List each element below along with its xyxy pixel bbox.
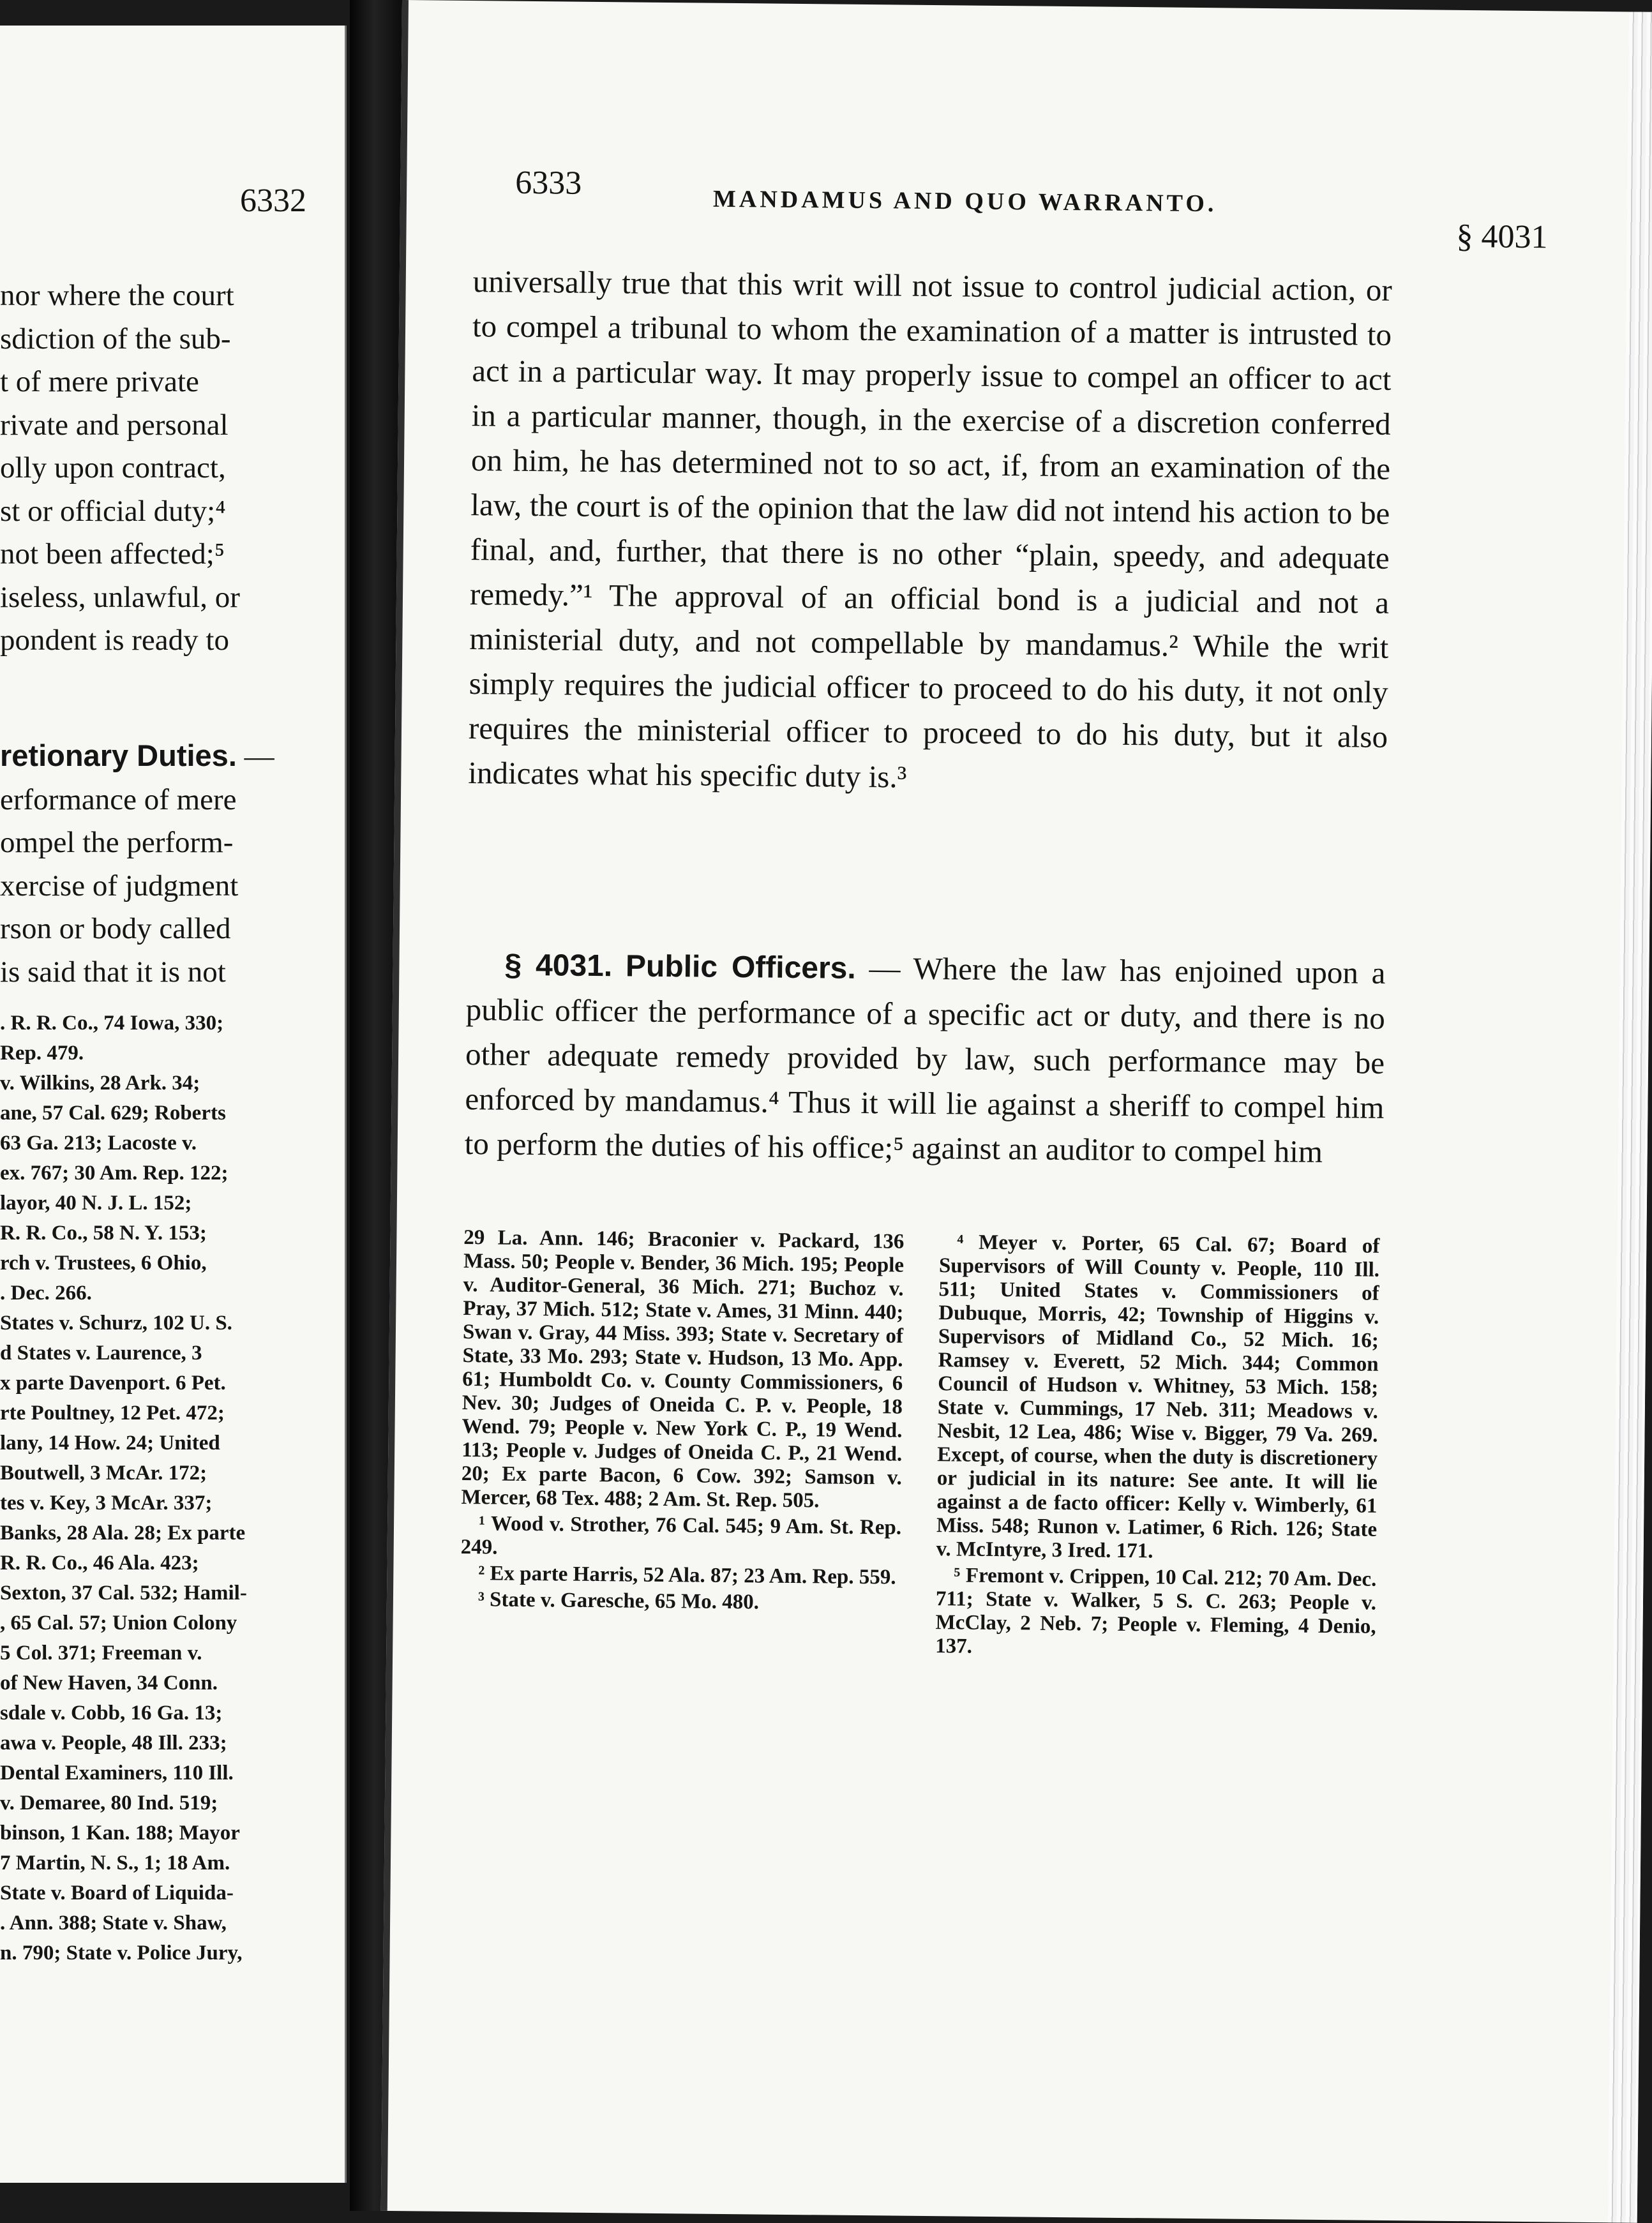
left-footnote-line: rch v. Trustees, 6 Ohio, — [0, 1252, 207, 1275]
left-line: t of mere private — [0, 365, 199, 398]
left-footnote-line: . R. R. Co., 74 Iowa, 330; — [0, 1012, 224, 1035]
left-section-heading — [0, 734, 306, 994]
left-page-number: 6332 — [240, 183, 306, 219]
left-footnote-line: State v. Board of Liquida- — [0, 1882, 234, 1905]
left-line: ompel the perform- — [0, 826, 234, 859]
left-line: st or official duty;⁴ — [0, 494, 226, 528]
left-footnote-line: v. Wilkins, 28 Ark. 34; — [0, 1072, 200, 1095]
left-line: iseless, unlawful, or — [0, 580, 240, 614]
left-footnote-line: Sexton, 37 Cal. 532; Hamil- — [0, 1582, 247, 1605]
left-footnote-line: Rep. 479. — [0, 1042, 84, 1065]
section-number: § 4031. — [504, 948, 613, 984]
left-footnote-line: tes v. Key, 3 McAr. 337; — [0, 1492, 213, 1515]
left-footnote-line: lany, 14 How. 24; United — [0, 1432, 220, 1455]
section-header: § 4031 — [1456, 218, 1548, 256]
running-title: MANDAMUS AND QUO WARRANTO. — [712, 185, 1217, 218]
left-footnote-line: of New Haven, 34 Conn. — [0, 1672, 218, 1695]
left-footnote-line: x parte Davenport. 6 Pet. — [0, 1372, 226, 1395]
left-heading-title: retionary Duties. — [0, 738, 237, 772]
section-text: — Where the law has enjoined upon a public officer the performance of a specific act or duty, and there is no other adequate remedy provided by law, such performance may be enforced by mandamus.⁴ Thus it will lie against a sheriff to compel him to perform the duties of his office;⁵ against an auditor to compel him — [464, 950, 1386, 1169]
footnotes-right-column — [935, 1231, 1379, 1665]
left-line: erformance of mere — [0, 782, 237, 816]
left-footnote-line: . Ann. 388; State v. Shaw, — [0, 1912, 227, 1935]
left-footnote-line: 63 Ga. 213; Lacoste v. — [0, 1132, 197, 1155]
left-line: rivate and personal — [0, 408, 229, 442]
footnote: 29 La. Ann. 146; Braconier v. Packard, 136 Mass. 50; People v. Bender, 36 Mich. 195; People v. Auditor-General, 36 Mich. 271; Buchoz v. Pray, 37 Mich. 512; State v. Ames, 31 Minn. 440; Swan v. Gray, 44 Miss. 393; State v. Secretary of State, 33 Mo. 293; State v. Hudson, 13 Mo. App. 61; Humboldt Co. v. County Commissioners, 6 Nev. 30; Judges of Oneida C. P. v. People, 18 Wend. 79; People v. New York C. P., 19 Wend. 113; People v. Judges of Oneida C. P., 21 Wend. 20; Ex parte Bacon, 6 Cow. 392; Samson v. Mercer, 68 Tex. 488; 2 Am. St. Rep. 505. — [461, 1226, 905, 1513]
footnote: ² Ex parte Harris, 52 Ala. 87; 23 Am. Rep. 559. — [478, 1562, 896, 1589]
left-line: not been affected;⁵ — [0, 537, 225, 571]
left-line: rson or body called — [0, 912, 231, 945]
left-footnote-line: binson, 1 Kan. 188; Mayor — [0, 1822, 240, 1845]
footnote: ⁴ Meyer v. Porter, 65 Cal. 67; Board of Supervisors of Will County v. People, 110 Ill. 511; United States v. Commissioners of Dubuque, Morris, 42; Township of Higgins v. Supervisors of Midland Co., 52 Mich. 16; Ramsey v. Everett, 52 Mich. 344; Common Council of Hudson v. Whitney, 53 Mich. 158; State v. Cummings, 17 Neb. 311; Meadows v. Nesbit, 12 Lea, 486; Wise v. Bigger, 79 Va. 269. Except, of course, when the duty is discretionery or judicial in its nature: See ante. It will lie against a de facto officer: Kelly v. Wimberly, 61 Miss. 548; Runon v. Latimer, 6 Rich. 126; State v. McIntyre, 3 Ired. 171. — [936, 1231, 1380, 1563]
left-footnote-line: . Dec. 266. — [0, 1282, 92, 1305]
left-body-text — [0, 274, 306, 662]
left-footnote-line: Banks, 28 Ala. 28; Ex parte — [0, 1522, 246, 1545]
footnotes-left-column — [460, 1226, 905, 1619]
left-page — [0, 26, 347, 2183]
left-footnote-line: States v. Schurz, 102 U. S. — [0, 1312, 232, 1335]
section-title: Public Officers. — [625, 949, 856, 985]
left-footnote-line: Boutwell, 3 McAr. 172; — [0, 1462, 207, 1485]
section-4031 — [464, 942, 1385, 1175]
left-footnotes — [0, 1008, 306, 1968]
left-footnote-line: sdale v. Cobb, 16 Ga. 13; — [0, 1702, 223, 1725]
page-stack-edge — [1608, 11, 1652, 2222]
left-line: nor where the court — [0, 279, 234, 312]
left-footnote-line: 7 Martin, N. S., 1; 18 Am. — [0, 1852, 230, 1875]
left-footnote-line: ex. 767; 30 Am. Rep. 122; — [0, 1162, 229, 1185]
left-footnote-line: v. Demaree, 80 Ind. 519; — [0, 1792, 218, 1815]
footnote: ⁵ Fremont v. Crippen, 10 Cal. 212; 70 Am. Dec. 711; State v. Walker, 5 S. C. 263; People v. McClay, 2 Neb. 7; People v. Fleming, 4 Denio, 137. — [935, 1564, 1377, 1658]
left-footnote-line: 5 Col. 371; Freeman v. — [0, 1642, 202, 1665]
right-page-number: 6333 — [514, 164, 582, 202]
left-footnote-line: d States v. Laurence, 3 — [0, 1342, 202, 1365]
left-line: xercise of judgment — [0, 869, 239, 902]
left-footnote-line: R. R. Co., 58 N. Y. 153; — [0, 1222, 207, 1245]
left-footnote-line: Dental Examiners, 110 Ill. — [0, 1762, 234, 1785]
left-line: is said that it is not — [0, 955, 226, 989]
left-footnote-line: awa v. People, 48 Ill. 233; — [0, 1732, 227, 1755]
left-footnote-line: n. 790; State v. Police Jury, — [0, 1942, 243, 1965]
footnote: ³ State v. Garesche, 65 Mo. 480. — [477, 1588, 760, 1614]
left-footnote-line: rte Poultney, 12 Pet. 472; — [0, 1402, 225, 1425]
left-line: sdiction of the sub- — [0, 322, 231, 356]
left-heading-dash: — — [236, 740, 274, 773]
left-footnote-line: layor, 40 N. J. L. 152; — [0, 1192, 192, 1215]
left-footnote-line: , 65 Cal. 57; Union Colony — [0, 1612, 237, 1635]
left-line: olly upon contract, — [0, 451, 226, 484]
body-paragraph-text: universally true that this writ will not issue to control judicial action, or to compel a tribunal to whom the examination of a matter is intrusted to act in a particular way. It may properly issue to compel an officer to act in a particular manner, though, in the exercise of a discretion conferred on him, he has determined not to so act, if, from an examination of the law, the court is of the opinion that the law did not intend his action to be final, and, further, that there is no other “plain, speedy, and adequate remedy.”¹ The approval of an official bond is a judicial and not a ministerial duty, and not compellable by mandamus.² While the writ simply requires the judicial officer to proceed to do his duty, it not only requires the ministerial officer to proceed to do his duty, but it also indicates what his specific duty is.³ — [468, 264, 1392, 795]
right-page — [381, 0, 1652, 2223]
left-footnote-line: R. R. Co., 46 Ala. 423; — [0, 1552, 199, 1575]
body-paragraph — [468, 259, 1392, 804]
left-footnote-line: ane, 57 Cal. 629; Roberts — [0, 1102, 226, 1125]
left-line: pondent is ready to — [0, 624, 229, 657]
footnote: ¹ Wood v. Strother, 76 Cal. 545; 9 Am. St. Rep. 249. — [460, 1512, 902, 1559]
